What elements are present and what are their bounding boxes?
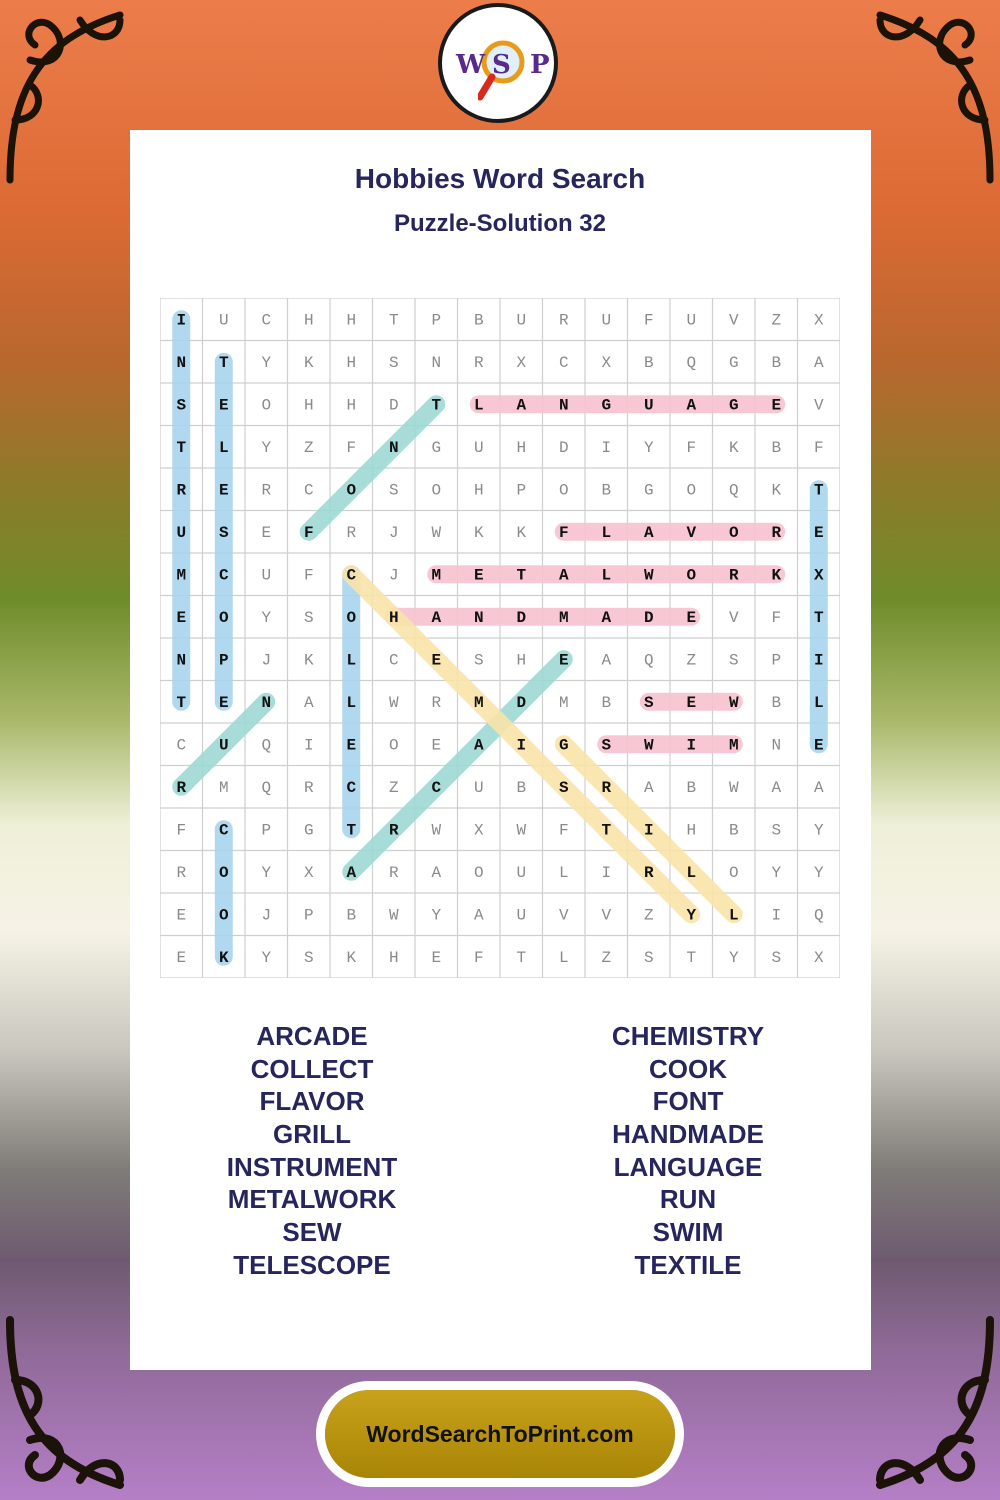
grid-letter: A bbox=[303, 693, 314, 712]
word-item: INSTRUMENT bbox=[226, 1151, 398, 1182]
grid-letter: L bbox=[346, 651, 357, 670]
word-item: LANGUAGE bbox=[613, 1151, 763, 1182]
grid-letter: E bbox=[218, 481, 229, 500]
grid-letter: L bbox=[601, 523, 612, 542]
grid-letter: F bbox=[771, 608, 782, 627]
grid-letter: V bbox=[686, 523, 697, 542]
grid-letter: S bbox=[176, 396, 187, 415]
grid-letter: L bbox=[813, 693, 824, 712]
grid-letter: S bbox=[388, 481, 399, 500]
grid-letter: S bbox=[218, 523, 229, 542]
word-item: SEW bbox=[282, 1217, 342, 1248]
grid-letter: R bbox=[643, 863, 654, 882]
grid-letter: W bbox=[431, 523, 442, 542]
grid-letter: B bbox=[728, 821, 739, 840]
grid-letter: U bbox=[516, 906, 527, 925]
grid-letter: Y bbox=[261, 948, 272, 967]
grid-letter: R bbox=[261, 481, 272, 500]
word-item: CHEMISTRY bbox=[611, 1021, 765, 1051]
grid-letter: A bbox=[643, 778, 654, 797]
grid-letter: G bbox=[643, 481, 654, 500]
grid-letter: I bbox=[771, 906, 782, 925]
grid-letter: H bbox=[346, 353, 357, 372]
page-subtitle: Puzzle-Solution 32 bbox=[393, 210, 606, 237]
grid-letter: R bbox=[176, 481, 187, 500]
grid-letter: G bbox=[303, 821, 314, 840]
grid-letter: N bbox=[176, 353, 187, 372]
grid-letter: H bbox=[686, 821, 697, 840]
grid-letter: K bbox=[218, 948, 229, 967]
grid-letter: C bbox=[346, 778, 357, 797]
grid-letter: Y bbox=[728, 948, 739, 967]
grid-letter: E bbox=[346, 736, 357, 755]
grid-letter: L bbox=[346, 693, 357, 712]
grid-letter: K bbox=[303, 651, 314, 670]
grid-letter: J bbox=[261, 651, 272, 670]
grid-letter: Z bbox=[303, 438, 314, 457]
grid-letter: H bbox=[473, 481, 484, 500]
grid-letter: N bbox=[473, 608, 484, 627]
grid-letter: G bbox=[728, 353, 739, 372]
grid-letter: E bbox=[431, 651, 442, 670]
grid-letter: C bbox=[218, 566, 229, 585]
grid-letter: O bbox=[558, 481, 569, 500]
grid-letter: I bbox=[686, 736, 697, 755]
grid-letter: M bbox=[431, 566, 442, 585]
word-item: SWIM bbox=[652, 1217, 724, 1248]
grid-letter: K bbox=[346, 948, 357, 967]
grid-letter: A bbox=[473, 906, 484, 925]
grid-letter: O bbox=[218, 863, 229, 882]
grid-letter: A bbox=[601, 651, 612, 670]
grid-letter: L bbox=[601, 566, 612, 585]
grid-letter: N bbox=[261, 693, 272, 712]
word-item: COOK bbox=[649, 1053, 727, 1084]
grid-letter: S bbox=[643, 693, 654, 712]
grid-letter: C bbox=[261, 311, 272, 330]
grid-letter: H bbox=[516, 651, 527, 670]
grid-letter: S bbox=[558, 778, 569, 797]
grid-letter: C bbox=[388, 651, 399, 670]
grid-letter: I bbox=[601, 863, 612, 882]
grid-letter: K bbox=[516, 523, 527, 542]
word-item: TEXTILE bbox=[634, 1249, 742, 1280]
grid-letter: Y bbox=[813, 863, 824, 882]
grid-letter: J bbox=[388, 523, 399, 542]
grid-letter: A bbox=[813, 778, 824, 797]
grid-letter: A bbox=[771, 778, 782, 797]
grid-letter: U bbox=[516, 863, 527, 882]
grid-letter: U bbox=[516, 311, 527, 330]
grid-letter: H bbox=[388, 948, 399, 967]
grid-letter: E bbox=[813, 523, 824, 542]
grid-letter: L bbox=[686, 863, 697, 882]
grid-letter: S bbox=[643, 948, 654, 967]
grid-letter: E bbox=[558, 651, 569, 670]
grid-letter: A bbox=[346, 863, 357, 882]
grid-letter: S bbox=[728, 651, 739, 670]
grid-letter: I bbox=[303, 736, 314, 755]
grid-letter: M bbox=[558, 693, 569, 712]
grid-letter: T bbox=[686, 948, 697, 967]
grid-letter: U bbox=[473, 778, 484, 797]
grid-letter: R bbox=[771, 523, 782, 542]
grid-letter: W bbox=[643, 566, 654, 585]
grid-letter: O bbox=[728, 523, 739, 542]
grid-letter: Q bbox=[813, 906, 824, 925]
grid-letter: D bbox=[558, 438, 569, 457]
grid-letter: U bbox=[686, 311, 697, 330]
grid-letter: F bbox=[303, 523, 314, 542]
grid-letter: A bbox=[813, 353, 824, 372]
grid-letter: A bbox=[473, 736, 484, 755]
grid-letter: Y bbox=[261, 353, 272, 372]
grid-letter: H bbox=[516, 438, 527, 457]
grid-letter: F bbox=[473, 948, 484, 967]
grid-letter: Y bbox=[771, 863, 782, 882]
grid-letter: E bbox=[813, 736, 824, 755]
grid-letter: E bbox=[473, 566, 484, 585]
word-item: GRILL bbox=[273, 1119, 351, 1150]
grid-letter: E bbox=[176, 948, 187, 967]
grid-canvas bbox=[160, 298, 840, 978]
grid-letter: W bbox=[728, 778, 739, 797]
grid-letter: L bbox=[218, 438, 229, 457]
grid-letter: G bbox=[601, 396, 612, 415]
grid-letter: A bbox=[431, 608, 442, 627]
grid-letter: A bbox=[601, 608, 612, 627]
grid-letter: T bbox=[813, 608, 824, 627]
grid-letter: W bbox=[728, 693, 739, 712]
grid-letter: A bbox=[516, 396, 527, 415]
grid-letter: C bbox=[303, 481, 314, 500]
grid-letter: O bbox=[261, 396, 272, 415]
grid-letter: N bbox=[431, 353, 442, 372]
grid-letter: E bbox=[218, 396, 229, 415]
grid-letter: T bbox=[516, 948, 527, 967]
grid-letter: O bbox=[728, 863, 739, 882]
grid-letter: X bbox=[303, 863, 314, 882]
grid-letter: S bbox=[771, 821, 782, 840]
grid-letter: E bbox=[771, 396, 782, 415]
grid-letter: E bbox=[431, 948, 442, 967]
grid-letter: S bbox=[771, 948, 782, 967]
grid-letter: Z bbox=[771, 311, 782, 330]
grid-letter: H bbox=[346, 396, 357, 415]
grid-letter: V bbox=[813, 396, 824, 415]
grid-letter: E bbox=[176, 608, 187, 627]
grid-letter: B bbox=[643, 353, 654, 372]
grid-letter: M bbox=[473, 693, 484, 712]
grid-letter: B bbox=[516, 778, 527, 797]
grid-letter: B bbox=[346, 906, 357, 925]
grid-letter: H bbox=[303, 311, 314, 330]
grid-letter: S bbox=[601, 736, 612, 755]
grid-letter: R bbox=[388, 821, 399, 840]
word-item: FLAVOR bbox=[259, 1086, 365, 1117]
grid-letter: R bbox=[728, 566, 739, 585]
grid-letter: X bbox=[813, 948, 824, 967]
grid-letter: F bbox=[346, 438, 357, 457]
page-title: Hobbies Word Search bbox=[354, 163, 646, 194]
word-item: COLLECT bbox=[250, 1053, 374, 1084]
grid-letter: I bbox=[176, 311, 187, 330]
grid-letter: P bbox=[516, 481, 527, 500]
grid-letter: O bbox=[346, 481, 357, 500]
grid-letter: T bbox=[176, 438, 187, 457]
grid-letter: K bbox=[771, 481, 782, 500]
word-item: TELESCOPE bbox=[233, 1249, 391, 1280]
word-item: ARCADE bbox=[256, 1021, 368, 1051]
grid-letter: E bbox=[176, 906, 187, 925]
grid-letter: O bbox=[686, 481, 697, 500]
grid-letter: W bbox=[516, 821, 527, 840]
grid-letter: P bbox=[303, 906, 314, 925]
grid-letter: W bbox=[388, 693, 399, 712]
grid-letter: B bbox=[601, 693, 612, 712]
grid-letter: X bbox=[601, 353, 612, 372]
grid-letter: I bbox=[516, 736, 527, 755]
grid-letter: Y bbox=[261, 608, 272, 627]
grid-letter: T bbox=[813, 481, 824, 500]
grid-letter: C bbox=[346, 566, 357, 585]
wsp-logo bbox=[438, 3, 558, 123]
grid-letter: O bbox=[218, 608, 229, 627]
grid-letter: O bbox=[686, 566, 697, 585]
grid-letter: V bbox=[601, 906, 612, 925]
grid-letter: Y bbox=[813, 821, 824, 840]
grid-letter: E bbox=[261, 523, 272, 542]
logo-letter-s: S bbox=[492, 50, 511, 80]
grid-letter: V bbox=[558, 906, 569, 925]
grid-letter: D bbox=[516, 693, 527, 712]
grid-letter: B bbox=[686, 778, 697, 797]
grid-letter: Z bbox=[388, 778, 399, 797]
grid-letter: T bbox=[431, 396, 442, 415]
grid-letter: G bbox=[558, 736, 569, 755]
grid-letter: Y bbox=[261, 438, 272, 457]
grid-letter: X bbox=[813, 566, 824, 585]
grid-letter: G bbox=[728, 396, 739, 415]
grid-letter: L bbox=[558, 948, 569, 967]
grid-letter: Y bbox=[261, 863, 272, 882]
grid-letter: A bbox=[558, 566, 569, 585]
grid-letter: E bbox=[686, 608, 697, 627]
grid-letter: E bbox=[431, 736, 442, 755]
grid-letter: V bbox=[728, 608, 739, 627]
word-item: METALWORK bbox=[227, 1184, 397, 1215]
grid-letter: J bbox=[388, 566, 399, 585]
grid-letter: H bbox=[388, 608, 399, 627]
grid-letter: I bbox=[643, 821, 654, 840]
grid-letter: T bbox=[218, 353, 229, 372]
grid-letter: F bbox=[686, 438, 697, 457]
grid-letter: I bbox=[813, 651, 824, 670]
grid-letter: P bbox=[261, 821, 272, 840]
grid-letter: F bbox=[558, 523, 569, 542]
word-item: FONT bbox=[652, 1086, 724, 1117]
grid-letter: N bbox=[771, 736, 782, 755]
grid-letter: L bbox=[473, 396, 484, 415]
grid-letter: U bbox=[643, 396, 654, 415]
grid-letter: F bbox=[303, 566, 314, 585]
grid-letter: N bbox=[176, 651, 187, 670]
grid-letter: R bbox=[176, 778, 187, 797]
grid-letter: U bbox=[176, 523, 187, 542]
grid-letter: U bbox=[261, 566, 272, 585]
grid-letter: G bbox=[431, 438, 442, 457]
grid-letter: K bbox=[303, 353, 314, 372]
word-item: RUN bbox=[659, 1184, 717, 1215]
grid-letter: T bbox=[516, 566, 527, 585]
grid-letter: Y bbox=[686, 906, 697, 925]
grid-letter: L bbox=[728, 906, 739, 925]
grid-letter: Q bbox=[728, 481, 739, 500]
grid-letter: P bbox=[771, 651, 782, 670]
grid-letter: U bbox=[601, 311, 612, 330]
grid-letter: B bbox=[473, 311, 484, 330]
grid-letter: F bbox=[813, 438, 824, 457]
grid-letter: E bbox=[686, 693, 697, 712]
grid-letter: C bbox=[218, 821, 229, 840]
grid-letter: A bbox=[643, 523, 654, 542]
grid-letter: C bbox=[558, 353, 569, 372]
grid-letter: P bbox=[431, 311, 442, 330]
grid-letter: T bbox=[388, 311, 399, 330]
grid-letter: Y bbox=[643, 438, 654, 457]
site-link-button[interactable]: WordSearchToPrint.com bbox=[325, 1390, 675, 1478]
grid-letter: Z bbox=[643, 906, 654, 925]
grid-letter: Z bbox=[601, 948, 612, 967]
letter-grid bbox=[160, 298, 840, 978]
grid-letter: B bbox=[771, 353, 782, 372]
grid-letter: S bbox=[303, 608, 314, 627]
grid-letter: C bbox=[176, 736, 187, 755]
grid-letter: B bbox=[771, 438, 782, 457]
grid-letter: K bbox=[473, 523, 484, 542]
grid-letter: H bbox=[346, 311, 357, 330]
grid-letter: R bbox=[431, 693, 442, 712]
grid-letter: U bbox=[218, 311, 229, 330]
grid-letter: K bbox=[771, 566, 782, 585]
grid-letter: F bbox=[558, 821, 569, 840]
grid-letter: F bbox=[176, 821, 187, 840]
grid-letter: N bbox=[558, 396, 569, 415]
logo-letter-w: W bbox=[456, 50, 486, 80]
grid-letter: S bbox=[473, 651, 484, 670]
logo-letter-p: P bbox=[530, 50, 550, 80]
grid-letter: D bbox=[388, 396, 399, 415]
grid-letter: V bbox=[728, 311, 739, 330]
grid-letter: M bbox=[558, 608, 569, 627]
grid-letter: M bbox=[176, 566, 187, 585]
grid-letter: B bbox=[771, 693, 782, 712]
word-list-left bbox=[152, 1020, 472, 1282]
grid-letter: O bbox=[346, 608, 357, 627]
grid-letter: Q bbox=[261, 736, 272, 755]
grid-letter: D bbox=[643, 608, 654, 627]
grid-letter: O bbox=[473, 863, 484, 882]
grid-letter: I bbox=[601, 438, 612, 457]
grid-letter: W bbox=[431, 821, 442, 840]
grid-letter: J bbox=[261, 906, 272, 925]
grid-letter: R bbox=[346, 523, 357, 542]
grid-letter: S bbox=[303, 948, 314, 967]
grid-letter: C bbox=[431, 778, 442, 797]
grid-letter: U bbox=[218, 736, 229, 755]
grid-letter: N bbox=[388, 438, 399, 457]
word-item: HANDMADE bbox=[612, 1119, 764, 1150]
grid-letter: R bbox=[473, 353, 484, 372]
grid-letter: W bbox=[643, 736, 654, 755]
grid-letter: F bbox=[643, 311, 654, 330]
grid-letter: K bbox=[728, 438, 739, 457]
grid-letter: Y bbox=[431, 906, 442, 925]
grid-letter: O bbox=[431, 481, 442, 500]
grid-letter: H bbox=[303, 396, 314, 415]
grid-letter: W bbox=[388, 906, 399, 925]
grid-letter: Q bbox=[686, 353, 697, 372]
grid-letter: O bbox=[388, 736, 399, 755]
grid-letter: P bbox=[218, 651, 229, 670]
grid-letter: T bbox=[601, 821, 612, 840]
grid-letter: B bbox=[601, 481, 612, 500]
grid-letter: R bbox=[176, 863, 187, 882]
grid-letter: E bbox=[218, 693, 229, 712]
grid-letter: A bbox=[686, 396, 697, 415]
grid-letter: L bbox=[558, 863, 569, 882]
grid-letter: A bbox=[431, 863, 442, 882]
grid-letter: D bbox=[516, 608, 527, 627]
grid-letter: X bbox=[813, 311, 824, 330]
grid-letter: R bbox=[558, 311, 569, 330]
word-list-right bbox=[528, 1020, 848, 1282]
grid-letter: X bbox=[473, 821, 484, 840]
grid-letter: R bbox=[303, 778, 314, 797]
grid-letter: U bbox=[473, 438, 484, 457]
grid-letter: O bbox=[218, 906, 229, 925]
grid-letter: Z bbox=[686, 651, 697, 670]
grid-letter: T bbox=[176, 693, 187, 712]
grid-letter: R bbox=[388, 863, 399, 882]
grid-letter: M bbox=[218, 778, 229, 797]
grid-letter: Q bbox=[643, 651, 654, 670]
grid-letter: Q bbox=[261, 778, 272, 797]
grid-letter: M bbox=[728, 736, 739, 755]
grid-letter: R bbox=[601, 778, 612, 797]
grid-letter: T bbox=[346, 821, 357, 840]
grid-letter: X bbox=[516, 353, 527, 372]
grid-letter: S bbox=[388, 353, 399, 372]
